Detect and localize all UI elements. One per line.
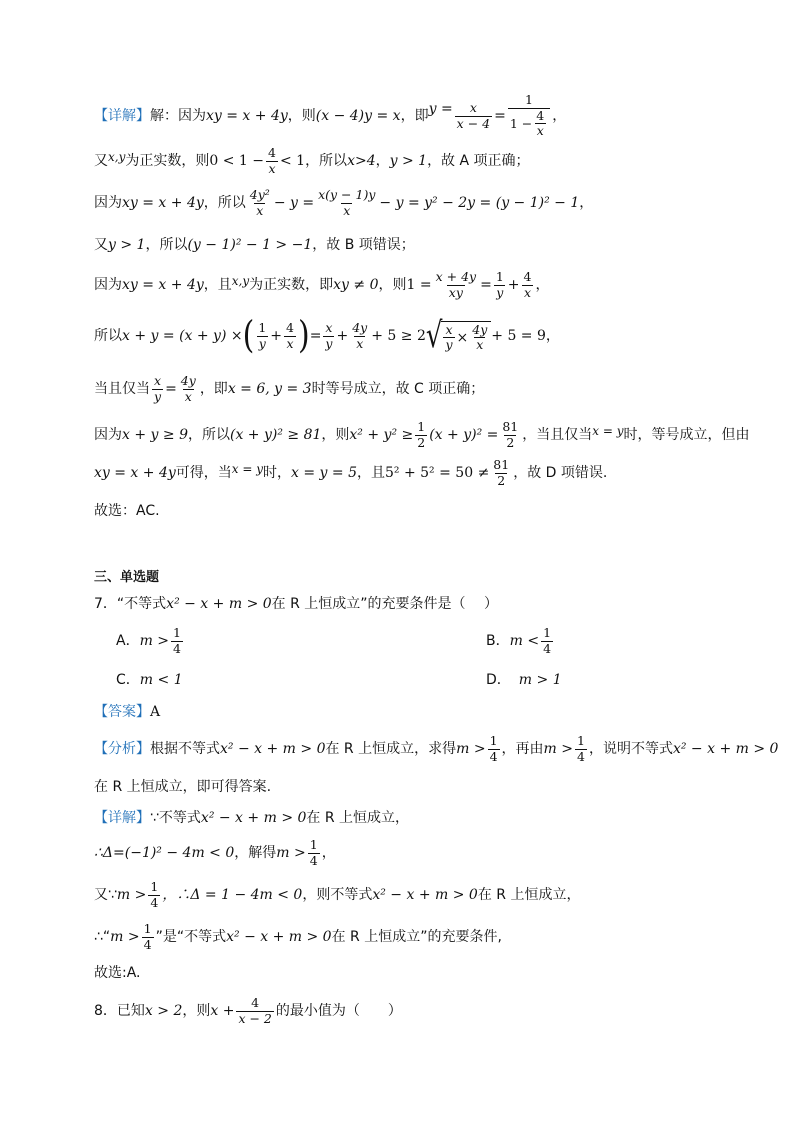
option-a[interactable]: A． [116, 633, 140, 649]
q7-options-row-2: C． m < 1 D． m > 1 [116, 672, 562, 688]
analysis-line-1: 【分析】 根据不等式 x² − x + m > 0 在 R 上恒成立，求得 m > $\frac{1}{4}$ ，再由 m > $\frac{1}{4}$ ，说明不等式 x² − x + m > 0 [94, 733, 779, 764]
q7-options-row-1: A． m > $\frac{1}{4}$ B． m < $\frac{1}{4}$ [116, 625, 552, 656]
answer-line: 【答案】 A [94, 704, 161, 720]
detail7-line-3: 又∵ m > $\frac{1}{4}$ ，∴Δ = 1 − 4m < 0 ，则不等式 x² − x + m > 0 在 R 上恒成立， [94, 879, 581, 910]
detail7-line-4: ∴“ m > $\frac{1}{4}$ ”是“不等式 x² − x + m > 0 在 R 上恒成立”的充要条件, [94, 921, 502, 952]
fraction: 1 1 − $\frac{4}{x}$ [508, 94, 550, 138]
question-7: 7．“不等式 x² − x + m > 0 在 R 上恒成立”的充要条件是（ ） [94, 596, 498, 612]
explain-line-6: 所以 x + y = (x + y) × ( $\frac{1}{y}$ + $\frac{4}{x}$ ) = $\frac{x}{y}$ + $\frac{4y}{x}$ + 5 ≥ 2 √ $\frac{x}{y}$ × $\frac{4y}{x}$ + 5 = 9 ， [94, 313, 560, 358]
option-c[interactable]: C． [116, 672, 140, 688]
explain-line-1: 【详解】 解：因为 xy = x + 4y ，则 (x − 4)y = x ，即 y = $\frac{x}{x - 4}$ = 1 1 − $\frac{4}{x}$ ， [94, 92, 567, 139]
option-b[interactable]: B． [486, 633, 510, 649]
section-heading: 三、单选题 [94, 569, 160, 585]
detail-tag: 【详解】 [94, 108, 150, 124]
fraction: $\frac{x}{x - 4}$ [456, 100, 491, 131]
detail7-line-2: ∴Δ=(−1)² − 4m < 0 ，解得 m > $\frac{1}{4}$ ， [94, 837, 336, 868]
explain-line-2: 又 x,y 为正实数，则 0 < 1 − $\frac{4}{x}$ < 1 ，所以 x>4 ， y > 1 ，故 A 项正确； [94, 145, 530, 176]
explain-line-9: xy = x + 4y 可得，当 x = y 时， x = y = 5 ，且 5² + 5² = 50 ≠ $\frac{81}{2}$ ，故 D 项错误. [94, 457, 608, 488]
explain-line-8: 因为 x + y ≥ 9 ，所以 (x + y)² ≥ 81 ，则 x² + y² ≥ $\frac{1}{2}$ (x + y)² = $\frac{81}{2}$ ，当且仅当 x = y 时，等号成立，但由 [94, 419, 750, 450]
explain-line-7: 当且仅当 $\frac{x}{y}$ = $\frac{4y}{x}$ ，即 x = 6, y = 3 时等号成立，故 C 项正确； [94, 373, 485, 404]
question-8: 8．已知 x > 2 ，则 x + $\frac{4}{x - 2}$ 的最小值为（ ） [94, 995, 402, 1026]
explain-line-3: 因为 xy = x + 4y ，所以 $\frac{\text{4y²}}{x}$ − y = $\frac{x(y - 1)y}{x}$ − y = y² − 2y = (y − 1)² − 1 ， [94, 187, 594, 218]
detail7-line-1: 【详解】 ∵不等式 x² − x + m > 0 在 R 上恒成立， [94, 810, 410, 826]
square-root: √ $\frac{x}{y}$ × $\frac{4y}{x}$ [426, 321, 491, 352]
explain-line-5: 因为 xy = x + 4y ，且 x,y 为正实数，即 xy ≠ 0 ，则 1 = $\frac{x + 4y}{xy}$ = $\frac{1}{y}$ + $\frac{4}{x}$ ， [94, 269, 550, 300]
explain-conclusion: 故选：AC. [94, 503, 160, 519]
option-d[interactable]: D． [486, 672, 511, 688]
explain-line-4: 又 y > 1 ，所以 (y − 1)² − 1 > −1 ，故 B 项错误； [94, 237, 415, 253]
detail7-conclusion: 故选:A. [94, 965, 141, 981]
analysis-line-2: 在 R 上恒成立，即可得答案. [94, 779, 272, 795]
